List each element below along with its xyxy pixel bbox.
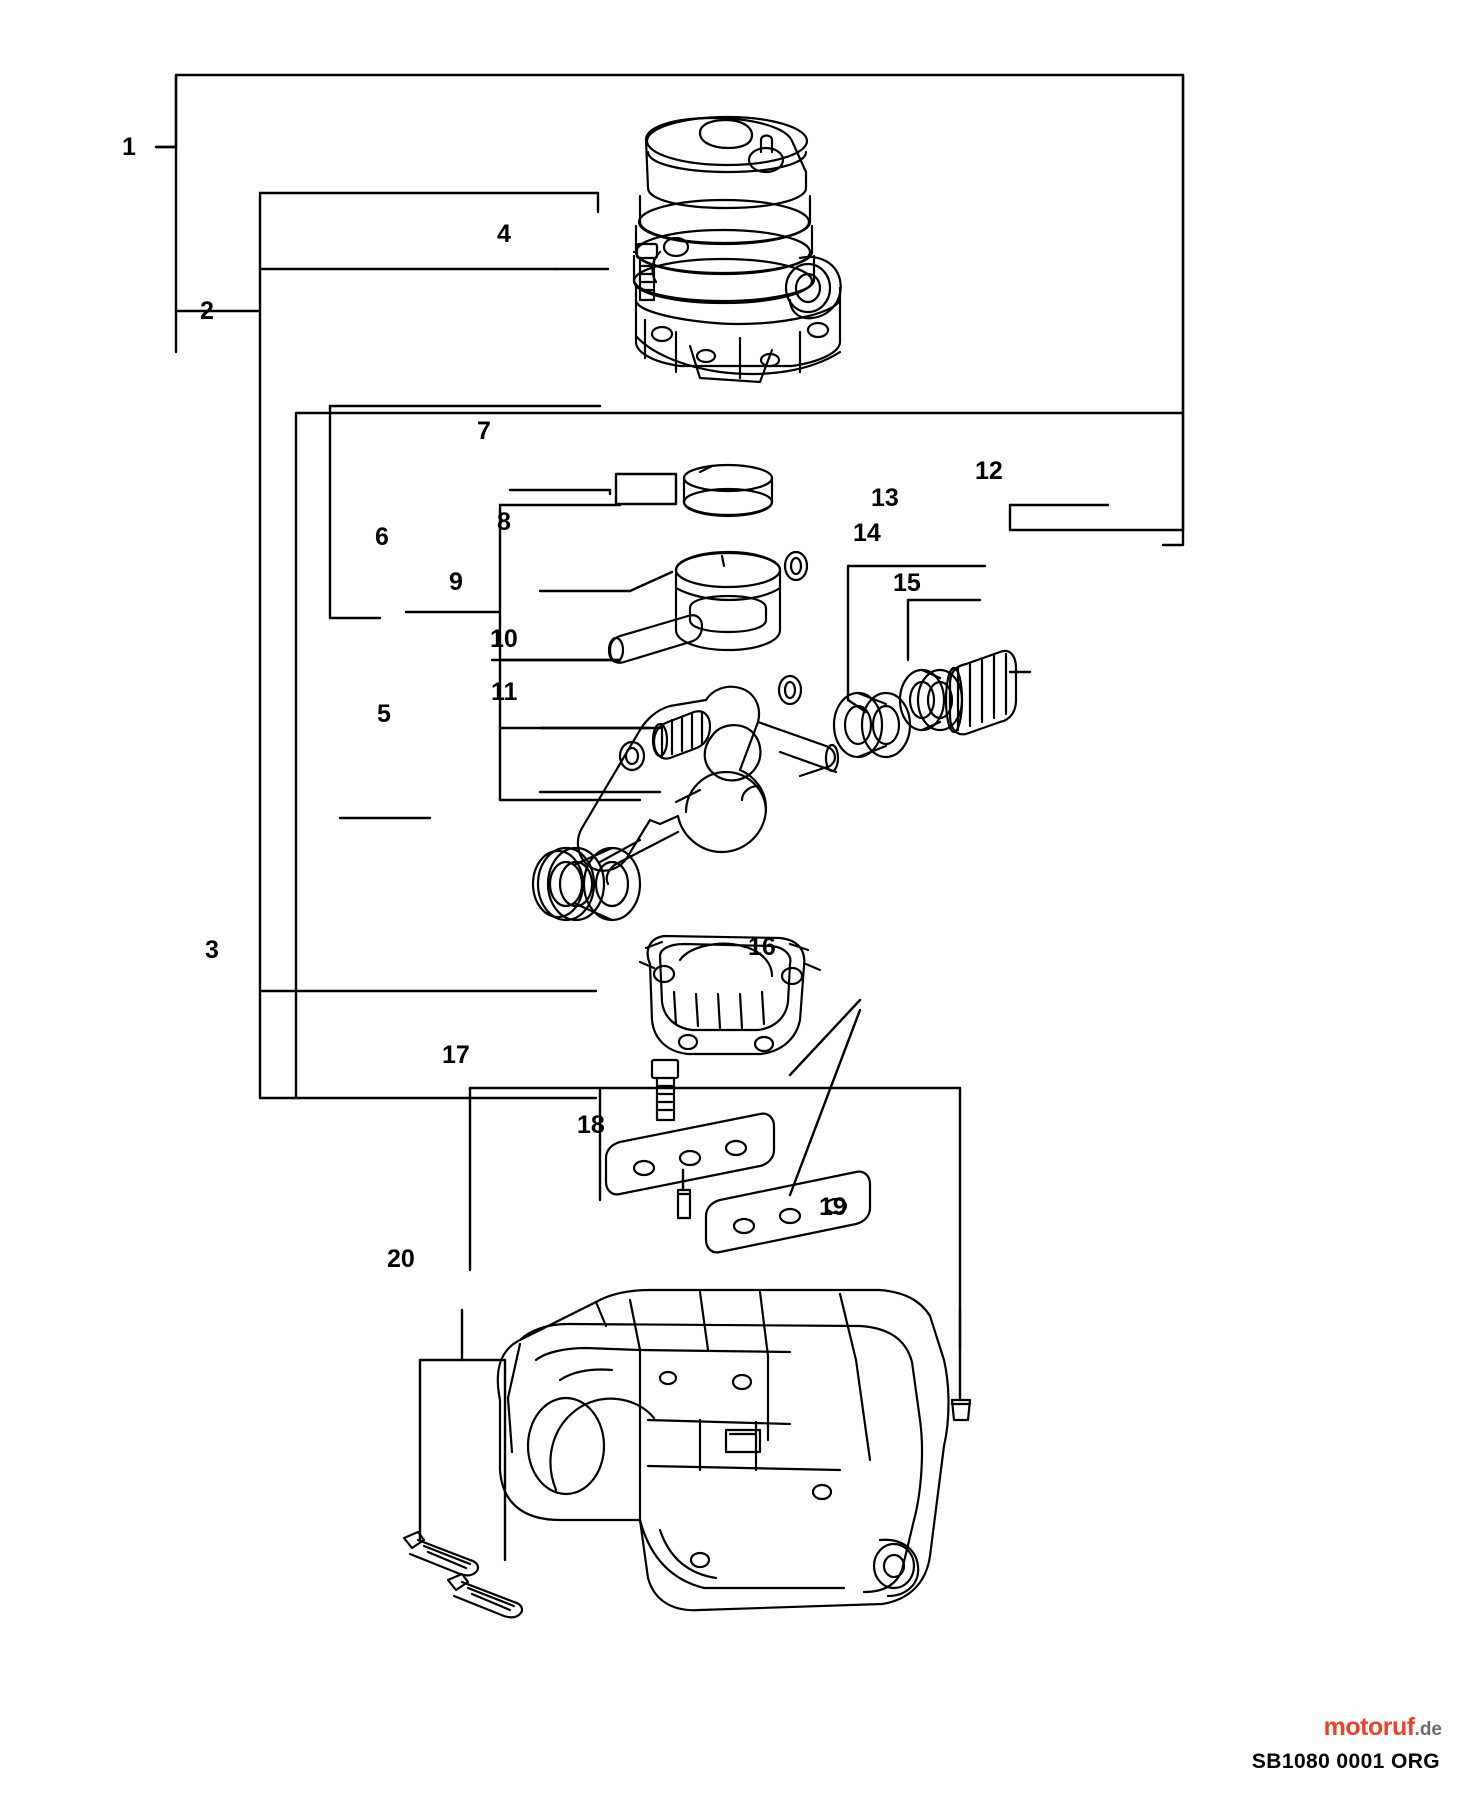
part-spring-washer [946, 651, 1016, 734]
callout-9: 9 [449, 568, 463, 596]
bracket-14 [908, 600, 980, 660]
callout-15: 15 [893, 569, 921, 597]
part-crankcase-half [640, 933, 820, 1054]
callout-20: 20 [387, 1245, 415, 1273]
callout-18: 18 [577, 1111, 605, 1139]
part-ball-bearing-right [834, 693, 910, 757]
watermark-main: motoruf [1323, 1713, 1415, 1741]
callout-14: 14 [853, 519, 881, 547]
part-needle-bearing [653, 711, 710, 758]
watermark [1324, 1713, 1442, 1742]
part-piston [676, 552, 780, 650]
part-dowel-pin [678, 1190, 690, 1218]
callout-16: 16 [748, 933, 776, 961]
callout-17: 17 [442, 1041, 470, 1069]
bracket-16 [790, 1000, 860, 1195]
callout-7: 7 [477, 417, 491, 445]
callout-1: 1 [122, 133, 136, 161]
callout-3: 3 [205, 936, 219, 964]
callout-6: 6 [375, 523, 389, 551]
callout-8: 8 [497, 508, 511, 536]
part-clamp-plate-upper [606, 1114, 774, 1195]
part-bolt-20-b [448, 1574, 522, 1617]
part-cylinder [634, 117, 841, 382]
callout-4: 4 [497, 220, 511, 248]
callout-2: 2 [200, 297, 214, 325]
part-screw-3 [652, 1060, 678, 1120]
bracket-20 [420, 1310, 505, 1560]
footer-code: SB1080 0001 ORG [1251, 1750, 1440, 1773]
part-bolt-20-a [404, 1532, 478, 1575]
part-crankcase-body [498, 1290, 949, 1610]
parts-artwork [404, 117, 1016, 1617]
callout-5: 5 [377, 700, 391, 728]
bracket-2 [232, 193, 1183, 1098]
part-piston-ring [684, 465, 772, 516]
bracket-6 [406, 505, 650, 800]
callout-13: 13 [871, 484, 899, 512]
callout-11: 11 [491, 678, 518, 706]
watermark-sub: .de [1414, 1719, 1442, 1740]
bracket-17 [470, 1088, 960, 1350]
callout-10: 10 [490, 625, 518, 653]
leader-7 [510, 474, 676, 504]
callout-12: 12 [975, 457, 1003, 485]
part-plug [952, 1400, 970, 1420]
callout-19: 19 [819, 1193, 847, 1221]
part-piston-pin [609, 615, 702, 662]
